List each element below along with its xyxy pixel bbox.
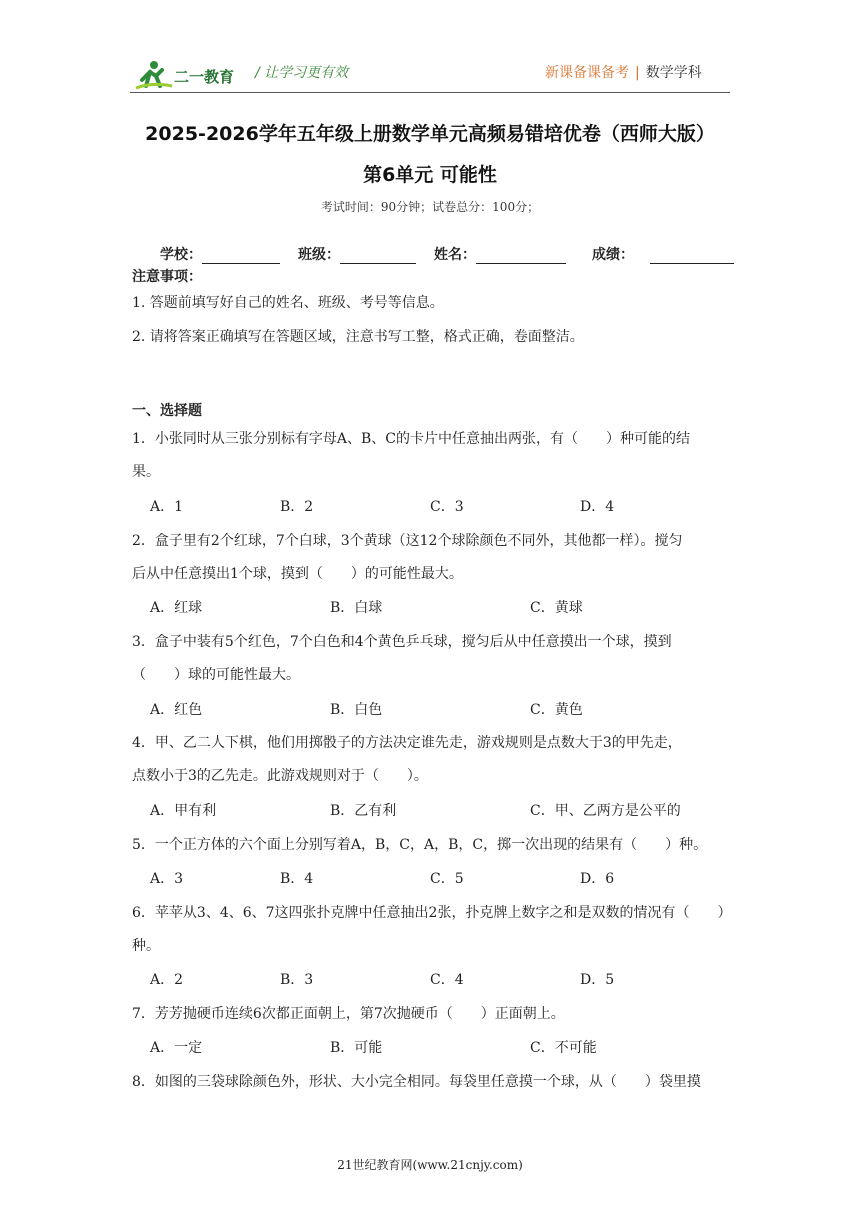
question-6-option-a[interactable]: A．2 [150, 972, 184, 988]
question-4-line-2: 点数小于3的乙先走。此游戏规则对于（ ）。 [132, 768, 428, 784]
question-1-line-1: 1．小张同时从三张分别标有字母A、B、C的卡片中任意抽出两张，有（ ）种可能的结 [132, 431, 691, 447]
question-1-option-b[interactable]: B．2 [280, 499, 314, 515]
section-title: 一、选择题 [132, 403, 202, 419]
question-6-option-d[interactable]: D．5 [580, 972, 615, 988]
question-3-line-2: （ ）球的可能性最大。 [132, 667, 300, 683]
header-slogan: / 让学习更有效 [255, 65, 349, 81]
school-label: 学校： [160, 247, 202, 263]
runner-icon [132, 58, 242, 92]
brand-logo [132, 58, 242, 92]
question-2-option-b[interactable]: B．白球 [330, 600, 383, 616]
question-1-option-c[interactable]: C．3 [430, 499, 464, 515]
score-label: 成绩： [592, 247, 634, 263]
class-field [298, 244, 416, 264]
header-tag-prep: 新课备课备考 [545, 65, 629, 81]
question-5-option-a[interactable]: A．3 [150, 871, 184, 887]
header-tag-subject: 数学学科 [645, 65, 702, 81]
question-4-option-b[interactable]: B．乙有利 [330, 803, 397, 819]
question-7-option-b[interactable]: B．可能 [330, 1040, 383, 1056]
question-1-line-2: 果。 [132, 464, 160, 480]
question-6-option-c[interactable]: C．4 [430, 972, 464, 988]
question-4-line-1: 4．甲、乙二人下棋，他们用掷骰子的方法决定谁先走，游戏规则是点数大于3的甲先走， [132, 735, 682, 751]
name-label: 姓名： [434, 247, 476, 263]
logo-text: 二一教育 [174, 68, 235, 86]
note-item: 1. 答题前填写好自己的姓名、班级、考号等信息。 [132, 295, 444, 311]
question-5-option-c[interactable]: C．5 [430, 871, 464, 887]
question-2-line-2: 后从中任意摸出1个球，摸到（ ）的可能性最大。 [132, 566, 463, 582]
question-3-option-b[interactable]: B．白色 [330, 702, 383, 718]
school-field [160, 244, 280, 264]
question-2-option-a[interactable]: A．红球 [150, 600, 203, 616]
school-blank[interactable] [202, 249, 280, 264]
notes-heading: 注意事项： [132, 269, 202, 285]
class-label: 班级： [298, 247, 340, 263]
question-3-option-c[interactable]: C．黄色 [530, 702, 583, 718]
question-2-line-1: 2．盒子里有2个红球，7个白球，3个黄球（这12个球除颜色不同外，其他都一样）。搅匀 [132, 533, 683, 549]
score-field [592, 244, 734, 264]
header-right-tag [545, 62, 702, 82]
question-3-line-1: 3．盒子中装有5个红色，7个白色和4个黄色乒乓球，搅匀后从中任意摸出一个球，摸到 [132, 634, 672, 650]
question-5-line-1: 5．一个正方体的六个面上分别写着A，B，C，A，B，C，掷一次出现的结果有（ ）种。 [132, 837, 708, 853]
question-4-option-c[interactable]: C．甲、乙两方是公平的 [530, 803, 681, 819]
name-blank[interactable] [476, 249, 566, 264]
question-4-option-a[interactable]: A．甲有利 [150, 803, 217, 819]
question-1-option-d[interactable]: D．4 [580, 499, 615, 515]
question-7-option-c[interactable]: C．不可能 [530, 1040, 597, 1056]
unit-title: 第6单元 可能性 [363, 164, 497, 186]
question-7-line-1: 7．芳芳抛硬币连续6次都正面朝上，第7次抛硬币（ ）正面朝上。 [132, 1006, 565, 1022]
class-blank[interactable] [340, 249, 416, 264]
header-tag-separator: | [635, 65, 640, 81]
score-blank[interactable] [650, 249, 734, 264]
page-title: 2025-2026学年五年级上册数学单元高频易错培优卷（西师大版） [145, 123, 715, 145]
question-6-line-1: 6．苹苹从3、4、6、7这四张扑克牌中任意抽出2张，扑克牌上数字之和是双数的情况有（ ） [132, 905, 732, 921]
question-7-option-a[interactable]: A．一定 [150, 1040, 203, 1056]
page-footer: 21世纪教育网(www.21cnjy.com) [337, 1158, 523, 1172]
name-field [434, 244, 566, 264]
question-5-option-b[interactable]: B．4 [280, 871, 314, 887]
question-3-option-a[interactable]: A．红色 [150, 702, 203, 718]
exam-info: 考试时间：90分钟；试卷总分：100分； [320, 200, 540, 214]
header-divider [130, 92, 730, 93]
question-6-option-b[interactable]: B．3 [280, 972, 314, 988]
question-6-line-2: 种。 [132, 938, 160, 954]
question-2-option-c[interactable]: C．黄球 [530, 600, 583, 616]
note-item: 2. 请将答案正确填写在答题区域，注意书写工整，格式正确，卷面整洁。 [132, 329, 584, 345]
question-8-line-1: 8．如图的三袋球除颜色外，形状、大小完全相同。每袋里任意摸一个球，从（ ）袋里摸 [132, 1074, 701, 1090]
question-1-option-a[interactable]: A．1 [150, 499, 184, 515]
question-5-option-d[interactable]: D．6 [580, 871, 615, 887]
